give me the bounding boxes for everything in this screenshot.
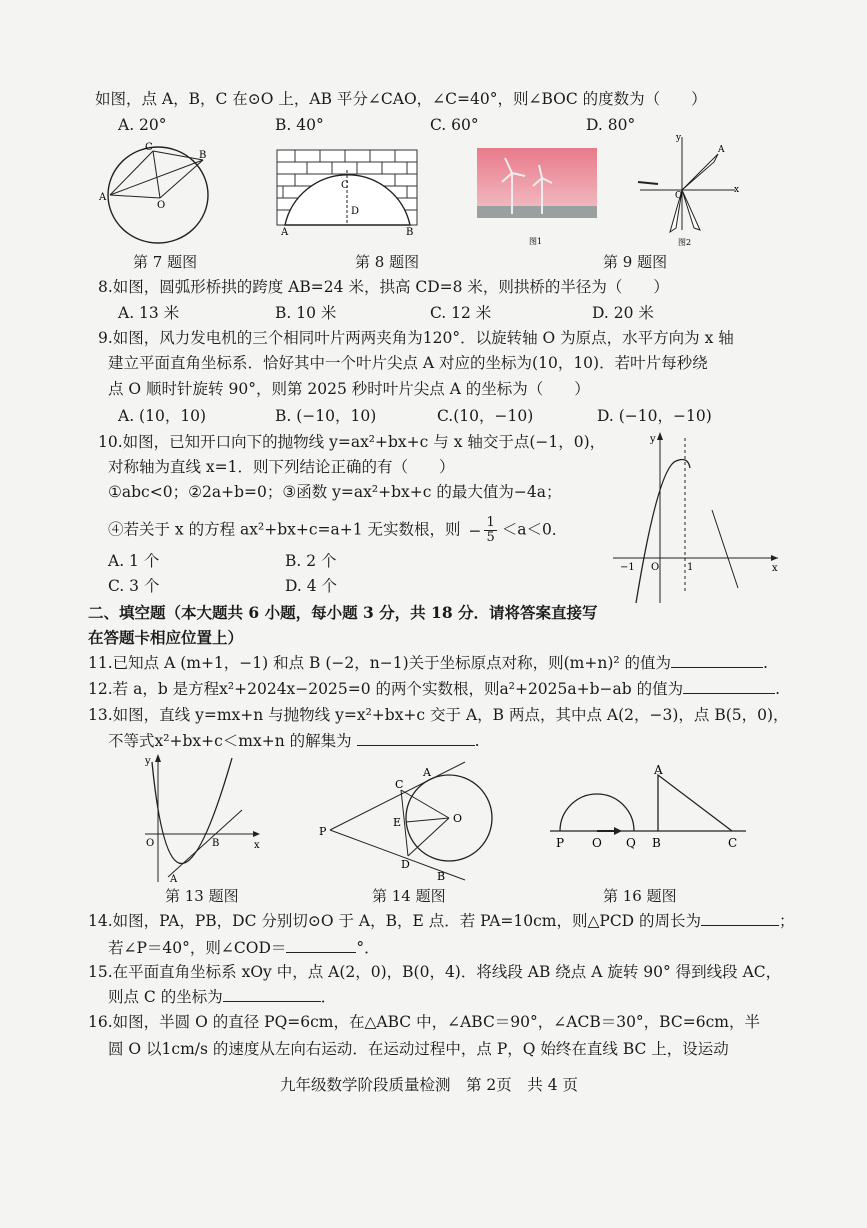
q7-option-b: B. 40°: [275, 116, 324, 134]
svg-text:E: E: [393, 816, 402, 829]
q12: 12.若 a，b 是方程x²+2024x−2025=0 的两个实数根，则a²+2025a+b−ab 的值为 .: [88, 680, 781, 698]
q10-frac-den: 5: [486, 530, 495, 545]
q9-option-c: C.(10，−10): [437, 407, 534, 425]
svg-text:C: C: [395, 778, 404, 791]
q8-option-d: D. 20 米: [592, 304, 654, 322]
svg-text:x: x: [772, 563, 778, 574]
figure-9-diagram: [630, 132, 745, 247]
svg-text:O: O: [157, 200, 166, 211]
q13-line-1: 13.如图，直线 y=mx+n 与抛物线 y=x²+bx+c 交于 A，B 两点，其中点 A(2，−3)，点 B(5，0)，: [88, 706, 789, 724]
q8-option-b: B. 10 米: [275, 304, 337, 322]
q15-line-2: 则点 C 的坐标为 ．: [108, 988, 337, 1006]
figure-14: [315, 760, 495, 885]
svg-text:x: x: [734, 185, 740, 195]
caption-fig8: 第 8 题图: [355, 253, 420, 271]
svg-text:P: P: [556, 836, 565, 850]
q8-stem: 8.如图，圆弧形桥拱的跨度 AB=24 米，拱高 CD=8 米，则拱桥的半径为（ ）: [98, 278, 669, 296]
svg-text:C: C: [145, 142, 153, 153]
q9-option-d: D. (−10，−10): [597, 407, 712, 425]
figure-9-photo: [477, 148, 597, 248]
svg-text:O: O: [651, 562, 660, 573]
figure-16: [548, 765, 748, 855]
q16-line-1: 16.如图，半圆 O 的直径 PQ=6cm，在△ABC 中，∠ABC＝90°，∠ACB＝30°，BC=6cm，半: [88, 1013, 760, 1031]
q9-option-a: A. (10，10): [118, 407, 207, 425]
caption-fig7: 第 7 题图: [133, 253, 198, 271]
svg-text:Q: Q: [626, 836, 636, 850]
svg-text:O: O: [675, 191, 683, 201]
svg-text:A: A: [718, 145, 725, 155]
q10-option-c: C. 3 个: [108, 577, 160, 595]
q7-stem: 如图，点 A，B，C 在⊙O 上，AB 平分∠CAO，∠C=40°，则∠BOC 的度数为（ ）: [95, 90, 707, 108]
q14-line-1: 14.如图，PA，PB，DC 分别切⊙O 于 A，B，E 点．若 PA=10cm，则△PCD 的周长为 ；: [88, 912, 795, 930]
svg-text:C: C: [728, 836, 738, 850]
q10-line-2: 对称轴为直线 x=1．则下列结论正确的有（ ）: [108, 458, 455, 476]
q10-line-4: ④若关于 x 的方程 ax²+bx+c=a+1 无实数根，则 − $\frac{1}{5}$ ＜a＜0．: [108, 515, 568, 545]
svg-text:A: A: [654, 765, 663, 777]
q11: 11.已知点 A (m+1，−1) 和点 B (−2，n−1)关于坐标原点对称，则(m+n)² 的值为 .: [88, 654, 768, 672]
q10-line-3: ①abc<0；②2a+b=0；③函数 y=ax²+bx+c 的最大值为−4a；: [108, 483, 562, 501]
svg-text:y: y: [676, 133, 682, 143]
figure-7: [95, 140, 215, 250]
q7-option-c: C. 60°: [430, 116, 479, 134]
section-2-title: 二、填空题（本大题共 6 小题，每小题 3 分，共 18 分．请将答案直接写: [88, 603, 598, 622]
svg-text:O: O: [146, 838, 155, 849]
page-footer: 九年级数学阶段质量检测 第 2页 共 4 页: [280, 1076, 579, 1094]
svg-text:A: A: [281, 227, 289, 236]
section-2-title-cont: 在答题卡相应位置上）: [88, 628, 244, 647]
q10-option-b: B. 2 个: [285, 552, 337, 570]
caption-fig9: 第 9 题图: [603, 253, 668, 271]
svg-text:B: B: [199, 150, 207, 161]
q10-option-d: D. 4 个: [285, 577, 338, 595]
q10-line-4-post: ＜a＜0．: [501, 520, 568, 539]
svg-text:1: 1: [687, 562, 694, 573]
q10-option-a: A. 1 个: [108, 552, 160, 570]
q8-option-a: A. 13 米: [118, 304, 180, 322]
figure-8: [275, 148, 420, 236]
svg-text:x: x: [254, 840, 260, 851]
svg-text:y: y: [650, 434, 656, 445]
svg-text:O: O: [592, 836, 602, 850]
caption-fig13: 第 13 题图: [165, 887, 239, 905]
svg-text:y: y: [145, 756, 151, 767]
q8-option-c: C. 12 米: [430, 304, 492, 322]
q9-line-1: 9.如图，风力发电机的三个相同叶片两两夹角为120°．以旋转轴 O 为原点，水平方向为 x 轴: [98, 329, 734, 347]
q9-option-b: B. (−10，10): [275, 407, 377, 425]
svg-text:B: B: [652, 836, 661, 850]
q7-option-a: A. 20°: [118, 116, 167, 134]
caption-fig16: 第 16 题图: [603, 887, 677, 905]
q10-frac-num: 1: [486, 515, 495, 530]
fig9-label-1: 图1: [529, 237, 543, 246]
q7-option-d: D. 80°: [586, 116, 636, 134]
caption-fig14: 第 14 题图: [372, 887, 446, 905]
q13-line-2: 不等式x²+bx+c＜mx+n 的解集为 .: [108, 732, 480, 750]
svg-text:D: D: [401, 858, 410, 871]
svg-text:−1: −1: [620, 562, 635, 573]
svg-text:B: B: [406, 227, 414, 236]
q9-line-2: 建立平面直角坐标系．恰好其中一个叶片尖点 A 对应的坐标为(10，10)．若叶片每秒绕: [108, 354, 708, 372]
figure-13: [140, 752, 270, 887]
svg-text:B: B: [212, 838, 220, 849]
fig9-label-2: 图2: [678, 238, 692, 247]
figure-10: [608, 428, 783, 608]
q9-line-3: 点 O 顺时针旋转 90°，则第 2025 秒时叶片尖点 A 的坐标为（ ）: [108, 380, 590, 398]
svg-text:D: D: [351, 206, 360, 217]
q16-line-2: 圆 O 以1cm/s 的速度从左向右运动．在运动过程中，点 P，Q 始终在直线 BC 上，设运动: [108, 1040, 729, 1058]
q10-line-4-pre: ④若关于 x 的方程 ax²+bx+c=a+1 无实数根，则: [108, 520, 461, 539]
svg-text:P: P: [319, 825, 327, 838]
q14-line-2: 若∠P＝40°，则∠COD＝ °．: [108, 939, 380, 957]
svg-text:B: B: [437, 870, 446, 883]
svg-text:O: O: [453, 812, 463, 825]
svg-text:A: A: [170, 874, 178, 885]
q15-line-1: 15.在平面直角坐标系 xOy 中，点 A(2，0)，B(0，4)．将线段 AB 绕点 A 旋转 90° 得到线段 AC，: [88, 963, 782, 981]
svg-text:C: C: [341, 180, 349, 191]
q10-line-1: 10.如图，已知开口向下的抛物线 y=ax²+bx+c 与 x 轴交于点(−1，0)，: [98, 433, 606, 451]
svg-text:A: A: [423, 766, 431, 779]
svg-text:A: A: [99, 192, 107, 203]
